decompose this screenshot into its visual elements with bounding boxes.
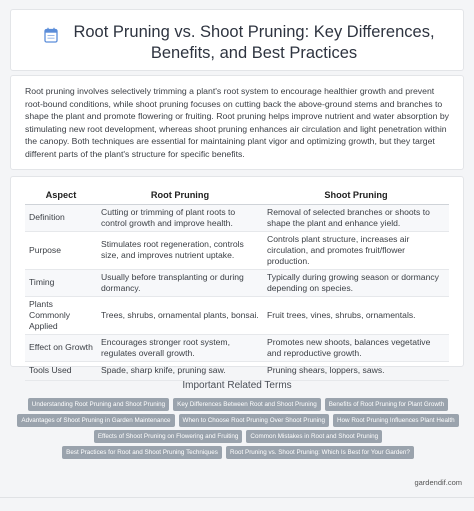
site-credit: gardendif.com	[414, 478, 462, 487]
shoot-pruning-cell: Removal of selected branches or shoots to shape the plant and enhance yield.	[263, 204, 449, 231]
root-pruning-cell: Encourages stronger root system, regulates overall growth.	[97, 334, 263, 361]
table-row	[25, 204, 449, 231]
related-term-link[interactable]: Common Mistakes in Root and Shoot Pruning	[246, 430, 382, 443]
column-header-aspect: Aspect	[25, 187, 97, 204]
column-header-root-pruning: Root Pruning	[97, 187, 263, 204]
root-pruning-cell: Spade, sharp knife, pruning saw.	[97, 361, 263, 380]
intro-paragraph: Root pruning involves selectively trimming a plant's root system to encourage healthier growth and prevent root-bound conditions, while shoot pruning focuses on cutting back the above-ground stems and branches to shape the plant and promote flowering or fruiting. Root pruning helps improve nutrient and water absorption by stimulating new root development, whereas shoot pruning enhances air circulation and light penetration within the canopy. Both techniques are essential for maintaining plant vigor and optimizing growth, but they target different parts of the plant's structure for specific benefits.	[25, 86, 450, 159]
related-term-link[interactable]: When to Choose Root Pruning Over Shoot Pruning	[179, 414, 329, 427]
page-title: Root Pruning vs. Shoot Pruning: Key Differences, Benefits, and Best Practices	[73, 23, 435, 62]
table-row	[25, 334, 449, 361]
comparison-table	[25, 187, 449, 381]
shoot-pruning-cell: Controls plant structure, increases air circulation, and promotes fruit/flower production.	[263, 231, 449, 269]
column-header-shoot-pruning: Shoot Pruning	[263, 187, 449, 204]
related-terms-list	[12, 398, 464, 459]
row-label: Definition	[25, 204, 97, 231]
footer-divider	[0, 497, 474, 498]
related-terms-heading: Important Related Terms	[182, 380, 292, 391]
row-label: Tools Used	[25, 361, 97, 380]
related-term-link[interactable]: How Root Pruning Influences Plant Health	[333, 414, 459, 427]
header-card	[10, 9, 464, 71]
root-pruning-cell: Stimulates root regeneration, controls size, and improves nutrient uptake.	[97, 231, 263, 269]
table-row	[25, 231, 449, 269]
related-term-link[interactable]: Advantages of Shoot Pruning in Garden Maintenance	[17, 414, 174, 427]
shoot-pruning-cell: Promotes new shoots, balances vegetative and reproductive growth.	[263, 334, 449, 361]
comparison-table-card	[10, 176, 464, 375]
related-term-link[interactable]: Root Pruning vs. Shoot Pruning: Which Is Best for Your Garden?	[226, 446, 414, 459]
table-row	[25, 269, 449, 296]
related-term-link[interactable]: Understanding Root Pruning and Shoot Pruning	[28, 398, 169, 411]
row-label: Plants Commonly Applied	[25, 296, 97, 334]
calendar-document-icon	[44, 27, 58, 43]
related-term-link[interactable]: Key Differences Between Root and Shoot Pruning	[173, 398, 321, 411]
table-row	[25, 296, 449, 334]
shoot-pruning-cell: Pruning shears, loppers, saws.	[263, 361, 449, 380]
shoot-pruning-cell: Typically during growing season or dormancy depending on species.	[263, 269, 449, 296]
root-pruning-cell: Cutting or trimming of plant roots to control growth and improve health.	[97, 204, 263, 231]
table-row	[25, 361, 449, 380]
related-term-link[interactable]: Effects of Shoot Pruning on Flowering and Fruiting	[94, 430, 243, 443]
intro-card	[10, 75, 464, 170]
root-pruning-cell: Trees, shrubs, ornamental plants, bonsai.	[97, 296, 263, 334]
row-label: Timing	[25, 269, 97, 296]
related-term-link[interactable]: Benefits of Root Pruning for Plant Growth	[325, 398, 449, 411]
shoot-pruning-cell: Fruit trees, vines, shrubs, ornamentals.	[263, 296, 449, 334]
row-label: Purpose	[25, 231, 97, 269]
root-pruning-cell: Usually before transplanting or during dormancy.	[97, 269, 263, 296]
table-header-row	[25, 187, 449, 204]
related-term-link[interactable]: Best Practices for Root and Shoot Pruning Techniques	[62, 446, 222, 459]
row-label: Effect on Growth	[25, 334, 97, 361]
